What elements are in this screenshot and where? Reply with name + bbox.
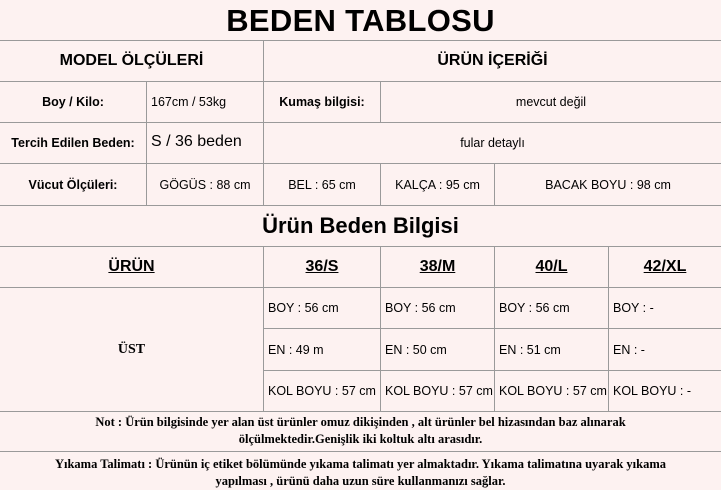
cell-38-kol-boyu: KOL BOYU : 57 cm [381,371,495,412]
note-line-2: ölçülmektedir.Genişlik iki koltuk altı arasıdır. [238,432,483,446]
size-header-42-xl: 42/XL [609,247,721,288]
size-header-36-s: 36/S [264,247,381,288]
cell-42-kol-boyu: KOL BOYU : - [609,371,721,412]
height-weight-value: 167cm / 53kg [147,82,264,123]
cell-40-en: EN : 51 cm [495,329,609,371]
measurement-waist: BEL : 65 cm [264,164,381,206]
body-measurements-label: Vücut Ölçüleri: [0,164,147,206]
divider [0,451,721,452]
measurement-hip: KALÇA : 95 cm [381,164,495,206]
fabric-label: Kumaş bilgisi: [264,82,381,123]
measurement-chest: GÖGÜS : 88 cm [147,164,264,206]
product-column-header: ÜRÜN [0,247,264,288]
preferred-size-label: Tercih Edilen Beden: [0,123,147,164]
page-title: BEDEN TABLOSU [226,3,495,38]
fabric-value: mevcut değil [381,82,721,123]
cell-40-kol-boyu: KOL BOYU : 57 cm [495,371,609,412]
cell-38-en: EN : 50 cm [381,329,495,371]
note-line-1: Not : Ürün bilgisinde yer alan üst ürünler omuz dikişinden , alt ürünler bel hizasından baz alınarak [95,415,626,429]
washing-instructions-line-2: yapılması , ürünü daha uzun süre kullanmanızı sağlar. [215,474,506,488]
cell-42-boy: BOY : - [609,288,721,329]
height-weight-label: Boy / Kilo: [0,82,147,123]
cell-42-en: EN : - [609,329,721,371]
cell-40-boy: BOY : 56 cm [495,288,609,329]
row-label-top: ÜST [0,288,264,412]
size-info-heading: Ürün Beden Bilgisi [262,213,459,238]
model-measurements-heading: MODEL ÖLÇÜLERİ [0,41,264,82]
washing-instructions-line-1: Yıkama Talimatı : Ürünün iç etiket bölümünde yıkama talimatı yer almaktadır. Yıkama talimatına uyarak yıkama [54,457,667,471]
cell-36-kol-boyu: KOL BOYU : 57 cm [264,371,381,412]
product-content-heading: ÜRÜN İÇERİĞİ [264,41,721,82]
size-header-40-l: 40/L [495,247,609,288]
product-detail: fular detaylı [264,123,721,164]
measurement-leg-length: BACAK BOYU : 98 cm [495,164,721,206]
cell-38-boy: BOY : 56 cm [381,288,495,329]
cell-36-boy: BOY : 56 cm [264,288,381,329]
preferred-size-value: S / 36 beden [147,123,264,164]
size-header-38-m: 38/M [381,247,495,288]
cell-36-en: EN : 49 m [264,329,381,371]
